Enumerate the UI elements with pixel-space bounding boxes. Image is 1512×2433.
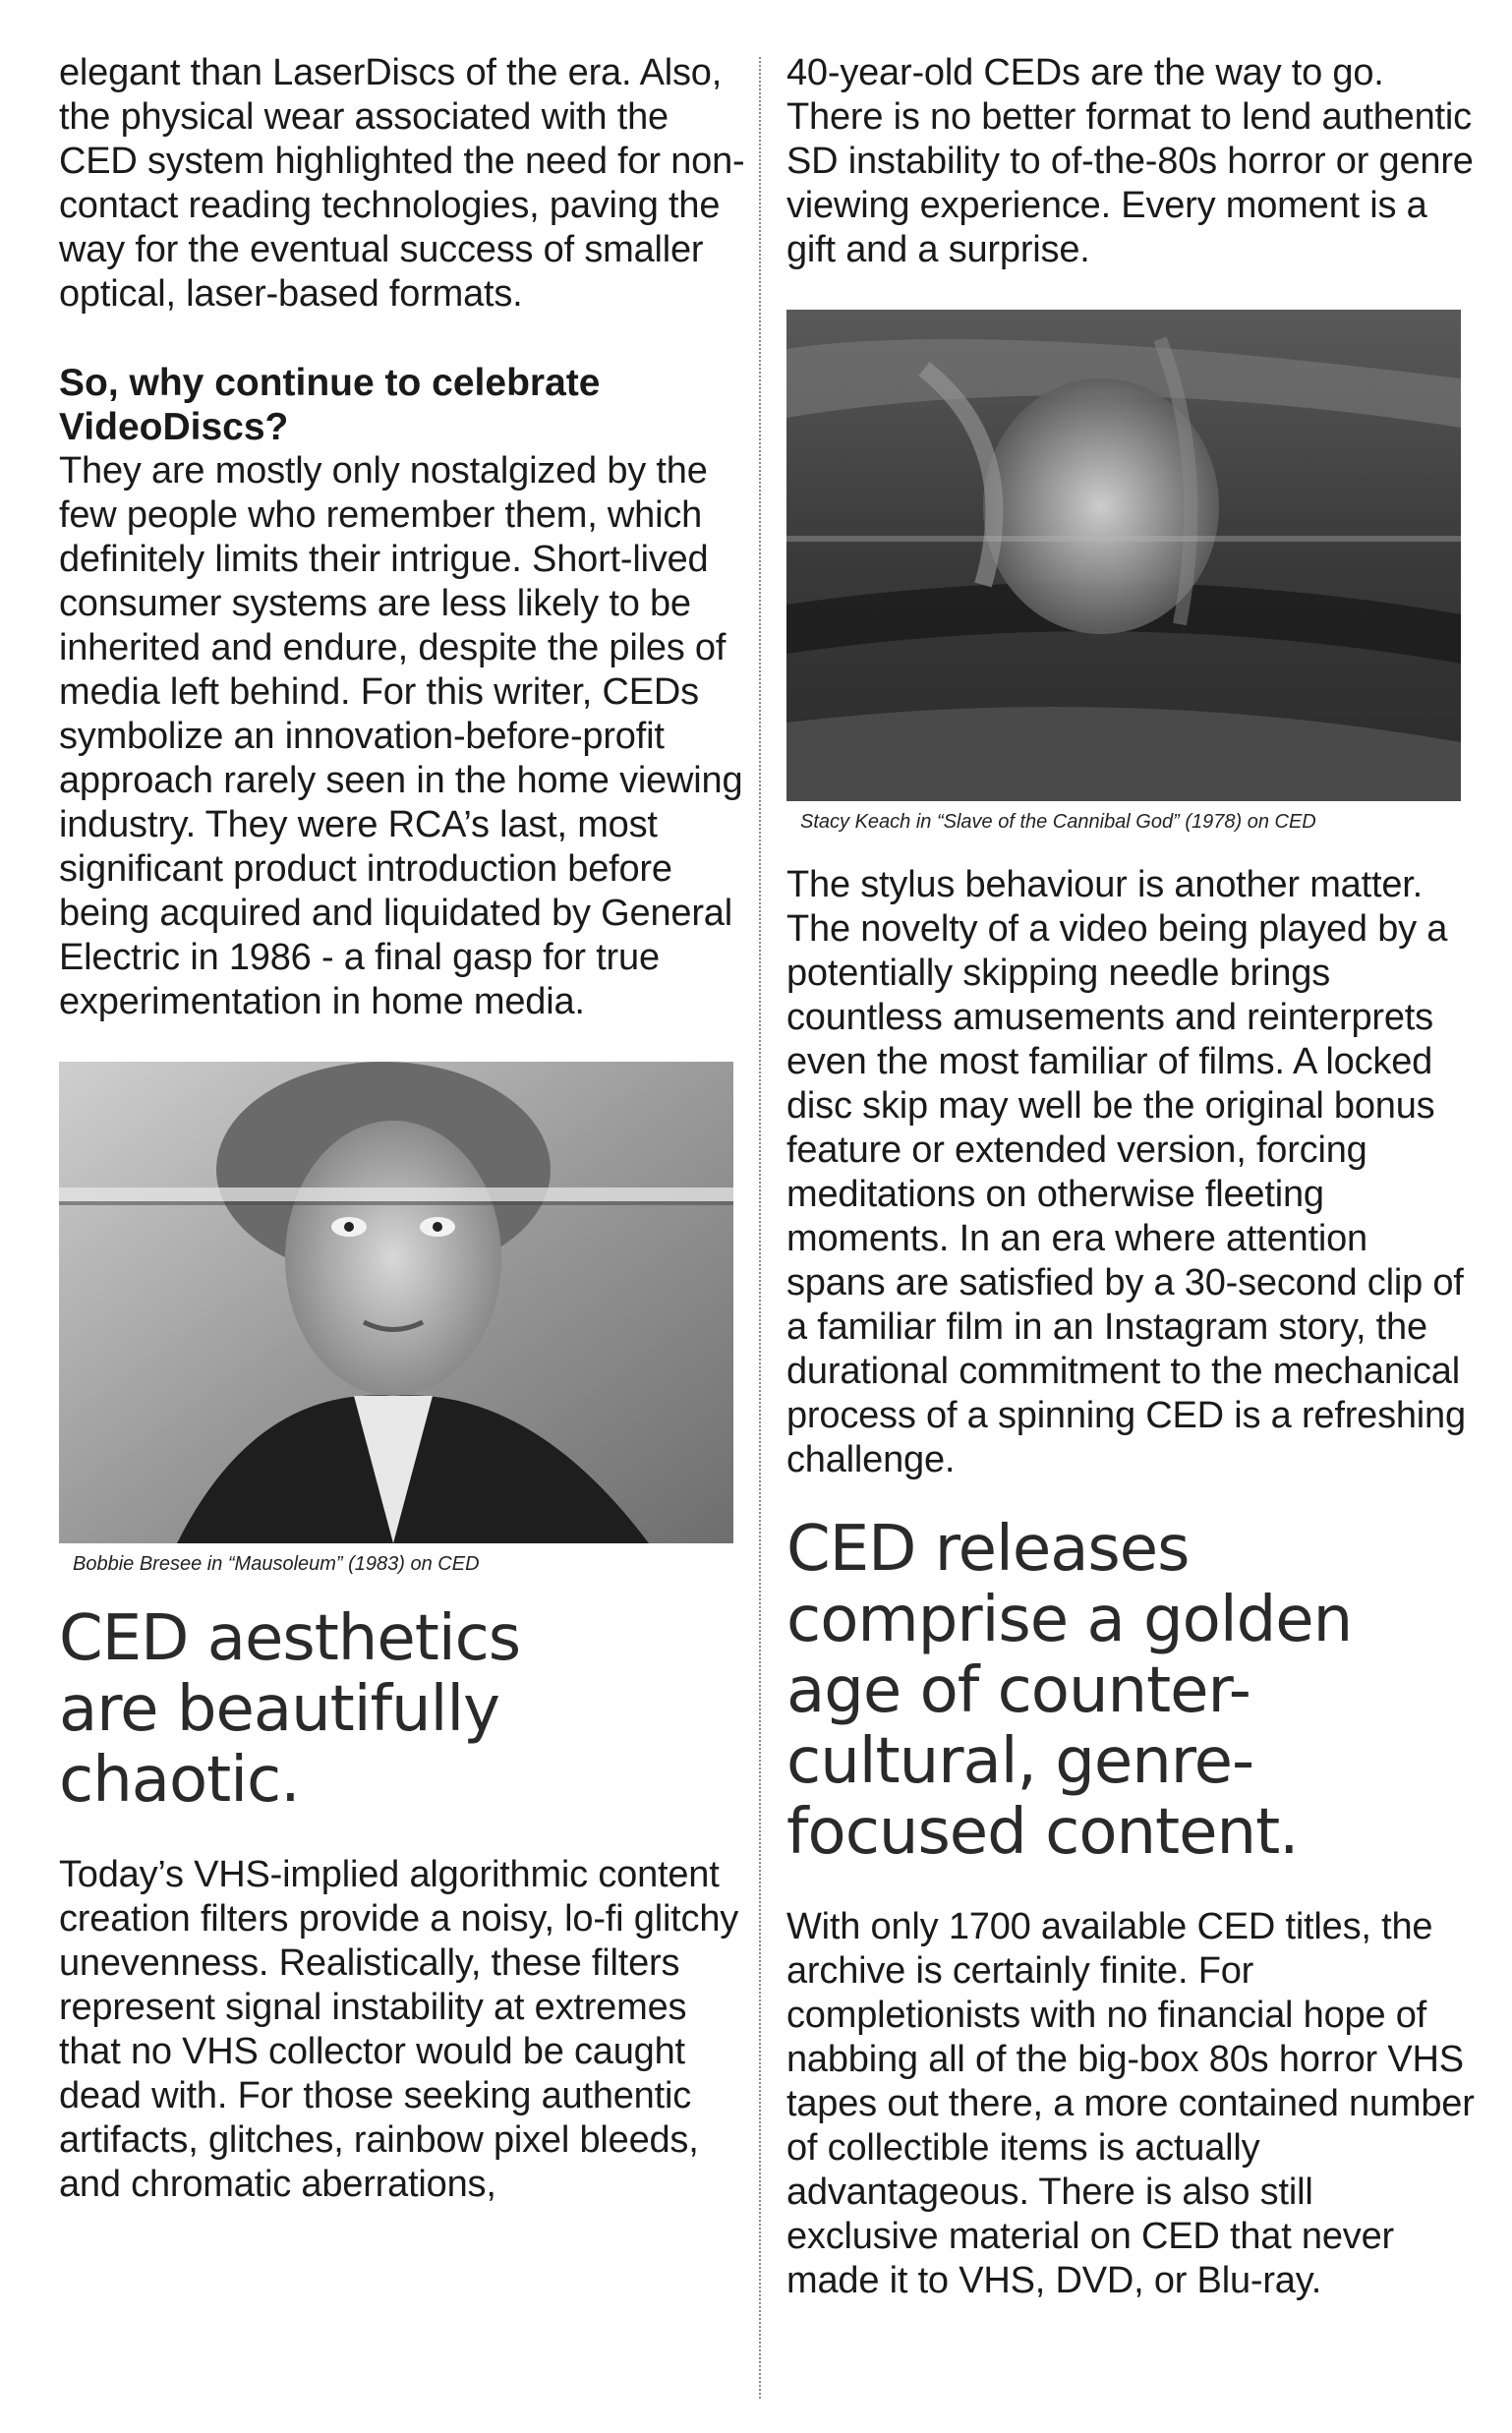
column-divider bbox=[759, 57, 761, 2399]
stylus-paragraph: The stylus behaviour is another matter. The novelty of a video being played by a potentially skipping needle brings countless amusements and reinterprets even the most familiar of films. A locked disc skip may well be the original bonus feature or extended version, forcing meditations on otherwise fleeting moments. In an era where attention spans are satisfied by a 30-second clip of a familiar film in an Instagram story, the durational commitment to the mechanical process of a spinning CED is a refreshing challenge. bbox=[786, 864, 1466, 1480]
man-portrait-image bbox=[786, 310, 1461, 801]
archive-paragraph: With only 1700 available CED titles, the archive is certainly finite. For completionists with no financial hope of nabbing all of the big-box 80s horror VHS tapes out there, a more contained number of collectible items is actually advantageous. There is also still exclusive material on CED that never made it to VHS, DVD, or Blu-ray. bbox=[786, 1906, 1475, 2301]
celebrate-paragraph: They are mostly only nostalgized by the few people who remember them, which definitely limits their intrigue. Short-lived consumer systems are less likely to be inherited and endure, despite the piles of media left behind. For this writer, CEDs symbolize an innovation-before-profit approach rarely seen in the home viewing industry. They were RCA’s last, most significant product introduction before being acquired and liquidated by General Electric in 1986 - a final gasp for true experimentation in home media. bbox=[59, 450, 743, 1022]
cannibal-god-still-photo bbox=[786, 310, 1461, 801]
photo-caption: Stacy Keach in “Slave of the Cannibal God” (1978) on CED bbox=[800, 811, 1316, 833]
woman-portrait-image bbox=[59, 1062, 733, 1543]
intro-paragraph: 40-year-old CEDs are the way to go. There is no better format to lend authentic SD instability to of-the-80s horror or genre viewing experience. Every moment is a gift and a surprise. bbox=[786, 52, 1474, 270]
right-column bbox=[786, 51, 1475, 2303]
mausoleum-still-photo bbox=[59, 1062, 733, 1543]
photo-caption: Bobbie Bresee in “Mausoleum” (1983) on CED bbox=[73, 1553, 480, 1575]
pull-quote: CED releases comprise a golden age of counter-cultural, genre-focused content. bbox=[786, 1513, 1353, 1869]
pull-quote: CED aesthetics are beautifully chaotic. bbox=[59, 1602, 521, 1817]
section-subheading: So, why continue to celebrate VideoDiscs? bbox=[59, 362, 601, 448]
left-column bbox=[59, 51, 747, 2207]
intro-paragraph: elegant than LaserDiscs of the era. Also, the physical wear associated with the CED system highlighted the need for non-contact reading technologies, paving the way for the eventual success of smaller optical, laser-based formats. bbox=[59, 52, 745, 315]
aesthetics-paragraph: Today’s VHS-implied algorithmic content creation filters provide a noisy, lo-fi glitchy unevenness. Realistically, these filters represent signal instability at extremes that no VHS collector would be caught dead with. For those seeking authentic artifacts, glitches, rainbow pixel bleeds, and chromatic aberrations, bbox=[59, 1854, 739, 2205]
